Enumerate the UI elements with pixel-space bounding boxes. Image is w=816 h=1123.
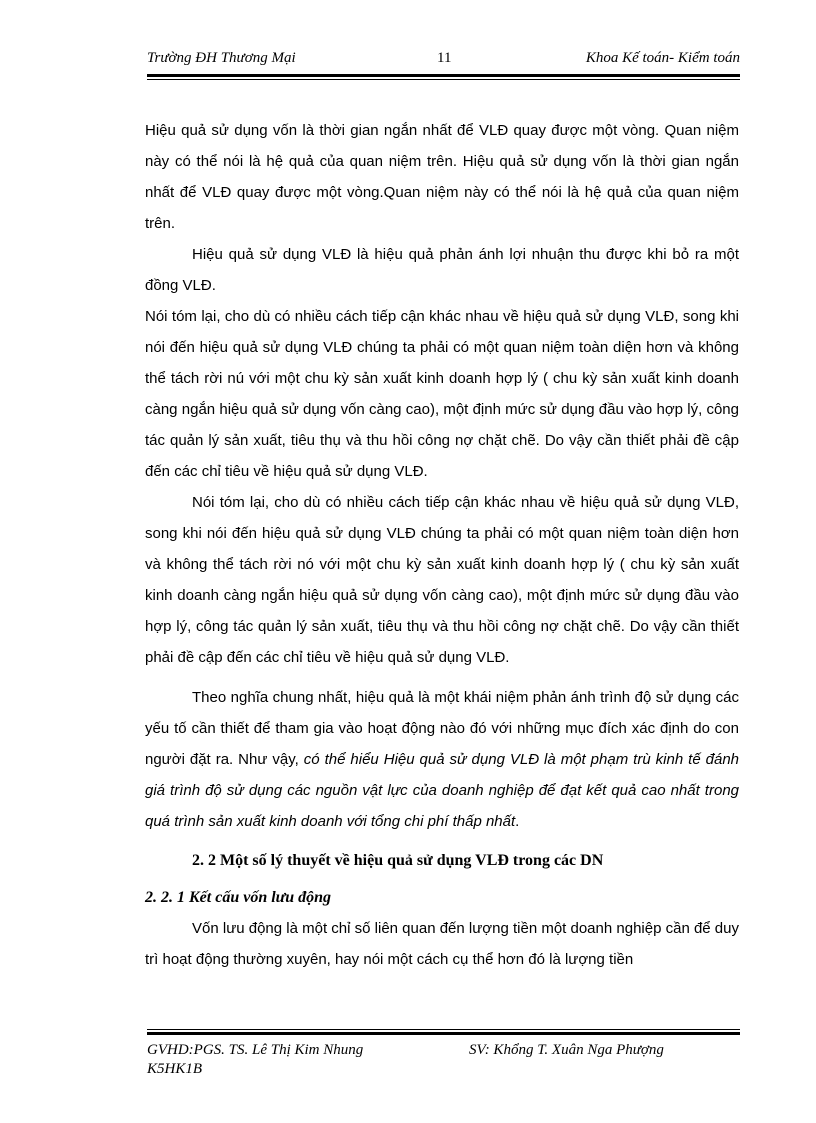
page-body [145, 115, 739, 975]
paragraph-5-end: . [515, 813, 520, 830]
header-rule-thick [147, 74, 740, 77]
paragraph-5 [145, 682, 739, 837]
footer-rule-thick [147, 1032, 740, 1035]
header-faculty: Khoa Kế toán- Kiểm toán [585, 50, 740, 66]
paragraph-5-text: Theo nghĩa chung nhất, hiệu quả là một khái niệm phản ánh trình độ sử dụng các yếu tố cần thiết để tham gia vào hoạt động nào đó với những mục đích xác định do con người đặt ra. Như vậy, [145, 689, 739, 768]
header-rule-thin [147, 79, 740, 80]
page-header [147, 50, 740, 70]
page-number: 11 [437, 50, 452, 66]
header-university: Trường ĐH Thương Mại [147, 50, 296, 66]
paragraph-3: Nói tóm lại, cho dù có nhiều cách tiếp cận khác nhau về hiệu quả sử dụng VLĐ, song khi nói đến hiệu quả sử dụng VLĐ chúng ta phải có một quan niệm toàn diện hơn và không thể tách rời nú với một chu kỳ sản xuất kinh doanh hợp lý ( chu kỳ sản xuất kinh doanh càng ngắn hiệu quả sử dụng vốn càng cao), một định mức sử dụng đầu vào hợp lý, công tác quản lý sản xuất, tiêu thụ và thu hồi công nợ chặt chẽ. Do vậy cần thiết phải đề cập đến các chỉ tiêu về hiệu quả sử dụng VLĐ. [145, 308, 739, 480]
paragraph-2: Hiệu quả sử dụng VLĐ là hiệu quả phản ánh lợi nhuận thu được khi bỏ ra một đồng VLĐ. [145, 246, 739, 294]
section-heading-2-2: 2. 2 Một số lý thuyết về hiệu quả sử dụng VLĐ trong các DN [192, 852, 604, 869]
paragraph-5-definition: có thể hiểu Hiệu quả sử dụng VLĐ là một phạm trù kinh tế đánh giá trình độ sử dụng các nguồn vật lực của doanh nghiệp để đạt kết quả cao nhất trong quá trình sản xuất kinh doanh với tổng chi phí thấp nhất [145, 751, 740, 830]
paragraph-6: Vốn lưu động là một chỉ số liên quan đến lượng tiền một doanh nghiệp cần để duy trì hoạt động thường xuyên, hay nói một cách cụ thể hơn đó là lượng tiền [145, 920, 739, 968]
footer-student: SV: Khổng T. Xuân Nga Phượng [469, 1042, 664, 1058]
paragraph-1: Hiệu quả sử dụng vốn là thời gian ngắn nhất để VLĐ quay được một vòng. Quan niệm này có thể nói là hệ quả của quan niệm trên. Hiệu quả sử dụng vốn là thời gian ngắn nhất để VLĐ quay được một vòng.Quan niệm này có thể nói là hệ quả của quan niệm trên. [145, 122, 739, 232]
footer-supervisor: GVHD:PGS. TS. Lê Thị Kim Nhung [147, 1042, 364, 1058]
footer-rule-thin [147, 1029, 740, 1030]
paragraph-4: Nói tóm lại, cho dù có nhiều cách tiếp cận khác nhau về hiệu quả sử dụng VLĐ, song khi nói đến hiệu quả sử dụng VLĐ chúng ta phải có một quan niệm toàn diện hơn và không thể tách rời nó với một chu kỳ sản xuất kinh doanh hợp lý ( chu kỳ sản xuất kinh doanh càng ngắn hiệu quả sử dụng vốn càng cao), một định mức sử dụng đầu vào hợp lý, công tác quản lý sản xuất, tiêu thụ và thu hồi công nợ chặt chẽ. Do vậy cần thiết phải đề cập đến các chỉ tiêu về hiệu quả sử dụng VLĐ. [145, 494, 739, 666]
subsection-heading-2-2-1: 2. 2. 1 Kết cấu vốn lưu động [145, 889, 332, 906]
footer-class: K5HK1B [147, 1061, 203, 1077]
